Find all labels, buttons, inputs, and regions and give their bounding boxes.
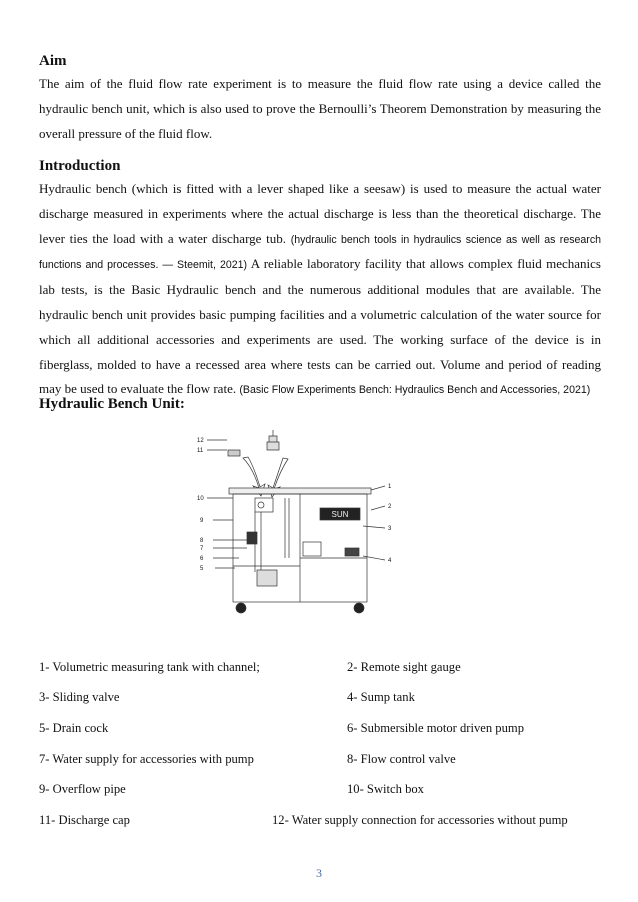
intro-text-1: Hydraulic bench (which is fitted with a lever shaped like a seesaw) is used to measure the actual water discharge measured in experiments where the actual discharge is less than the theoretical discharge. The lever ties the load with a water discharge tub. (39, 181, 601, 246)
page-number: 3 (316, 866, 322, 880)
worktop-shape (229, 488, 371, 494)
hydraulic-bench-figure (195, 428, 410, 618)
aim-heading: Aim (39, 53, 67, 69)
legend-item-11: 11- Discharge cap (39, 813, 130, 827)
wheel-shape (354, 603, 364, 613)
intro-citation-2: (Basic Flow Experiments Bench: Hydraulics Bench and Accessories, 2021) (239, 384, 591, 397)
figure-label-7: 7 (200, 546, 204, 552)
legend-item-1: 1- Volumetric measuring tank with channel; (39, 660, 260, 674)
aim-paragraph: The aim of the fluid flow rate experiment is to measure the fluid flow rate using a device called the hydraulic bench unit, which is also used to prove the Bernoulli’s Theorem Demonstration by measuring the overall pressure of the fluid flow. (39, 76, 601, 141)
leader-lines-right-shape (363, 486, 385, 560)
introduction-paragraph (39, 177, 601, 403)
figure-label-6: 6 (200, 556, 204, 562)
intro-citation-1: (hydraulic bench tools in hydraulics science as well as research functions and processes. — Steemit, 2021) (39, 233, 602, 272)
legend-item-6: 6- Submersible motor driven pump (347, 721, 524, 735)
figure-label-5: 5 (200, 566, 204, 572)
legend-item-7: 7- Water supply for accessories with pump (39, 752, 254, 766)
display-text: SUN (331, 510, 349, 519)
legend-item-5: 5- Drain cock (39, 721, 109, 735)
figure-label-11: 11 (197, 448, 204, 454)
introduction-heading: Introduction (39, 158, 121, 174)
sight-gauge-shape (303, 542, 321, 556)
legend-item-3: 3- Sliding valve (39, 690, 120, 704)
legend-item-12: 12- Water supply connection for accessories without pump (272, 813, 568, 827)
figure-label-4: 4 (388, 558, 392, 564)
legend-item-10: 10- Switch box (347, 782, 424, 796)
flow-control-valve-shape (247, 532, 257, 544)
figure-label-8: 8 (200, 538, 204, 544)
figure-label-3: 3 (388, 526, 392, 532)
legend-item-2: 2- Remote sight gauge (347, 660, 461, 674)
legend-item-9: 9- Overflow pipe (39, 782, 126, 796)
figure-label-9: 9 (200, 518, 204, 524)
water-supply-connector-shape (267, 430, 279, 450)
wheel-shape (236, 603, 246, 613)
figure-label-12: 12 (197, 438, 204, 444)
intro-text-2: A reliable laboratory facility that allows complex fluid mechanics lab tests, is the Basic Hydraulic bench and the numerous additional modules that are available. The hydraulic bench unit provides basic pumping facilities and a volumetric calculation of the water source for which all additional accessories and experiments are used. The working surface of the device is in fiberglass, molded to have a recessed area where tests can be carried out. Volume and period of reading may be used to evaluate the flow rate. (39, 256, 601, 397)
figure-label-10: 10 (197, 496, 204, 502)
sliding-valve-shape (345, 548, 359, 556)
unit-heading: Hydraulic Bench Unit: (39, 396, 185, 412)
figure-label-1: 1 (388, 484, 392, 490)
legend-item-4: 4- Sump tank (347, 690, 415, 704)
figure-label-2: 2 (388, 504, 392, 510)
discharge-cap-shape (228, 450, 240, 456)
leader-lines-shape (207, 440, 247, 568)
pump-shape (257, 570, 277, 586)
legend-item-8: 8- Flow control valve (347, 752, 456, 766)
